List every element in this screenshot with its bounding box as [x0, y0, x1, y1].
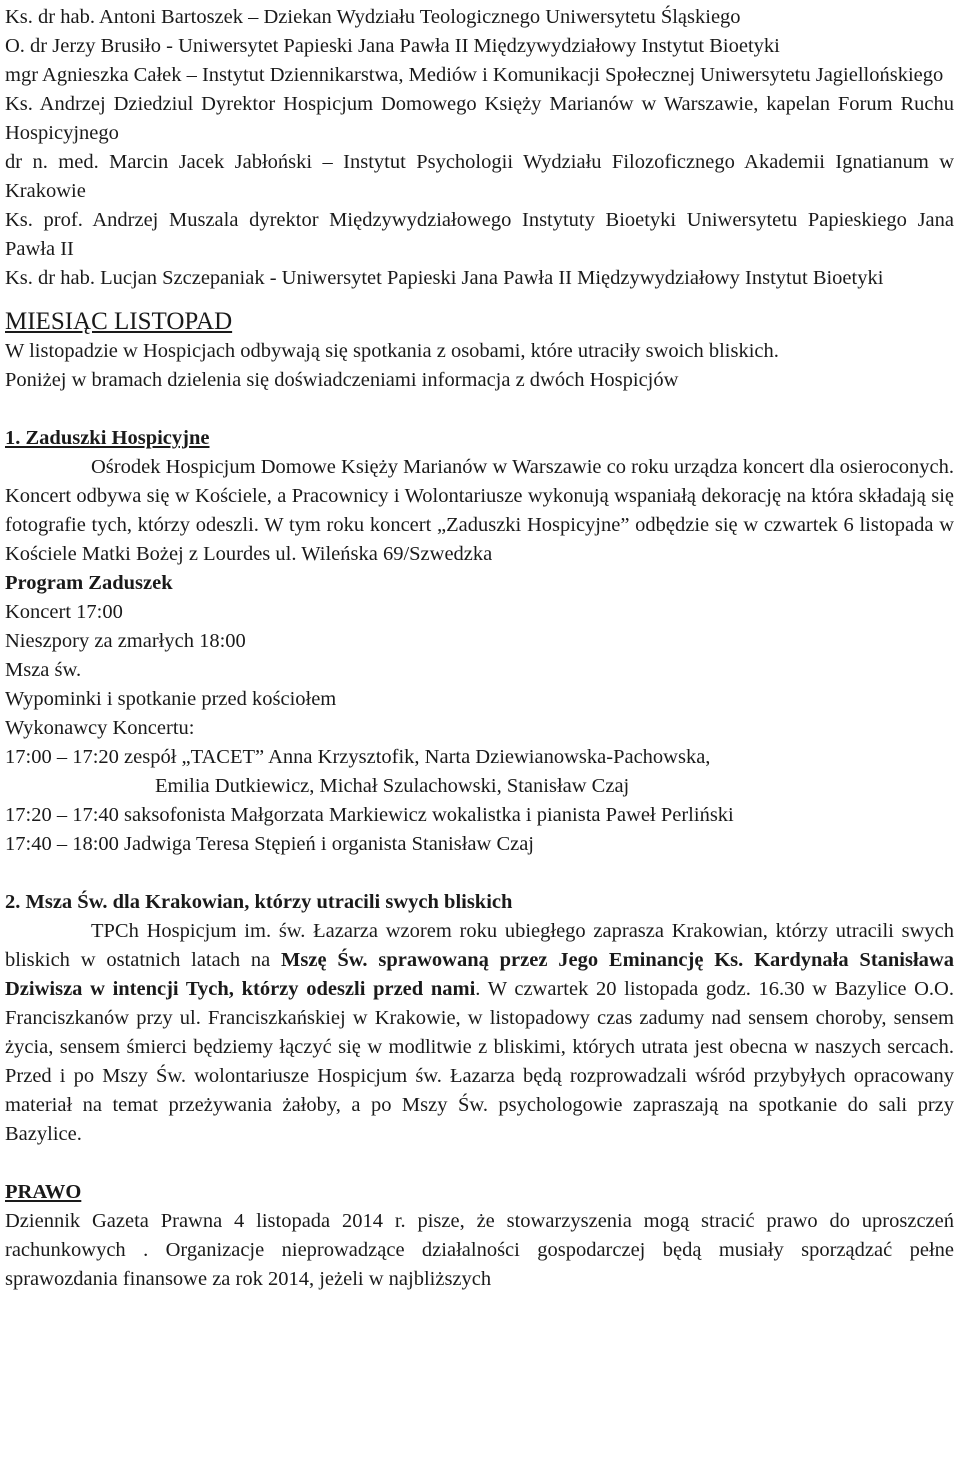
program-item: Wykonawcy Koncertu:	[5, 717, 195, 739]
listopad-heading: MIESIĄC LISTOPAD	[5, 308, 233, 335]
section2-title: 2. Msza Św. dla Krakowian, którzy utracili swych bliskich	[5, 891, 513, 913]
contributors-list	[5, 3, 954, 293]
program-item: Koncert 17:00	[5, 601, 123, 623]
spacer	[5, 1149, 954, 1178]
performer-line: Emilia Dutkiewicz, Michał Szulachowski, Stanisław Czaj	[155, 775, 630, 797]
spacer	[5, 293, 954, 305]
program-item: Wypominki i spotkanie przed kościołem	[5, 688, 337, 710]
contributor-item: Ks. prof. Andrzej Muszala dyrektor Międzywydziałowego Instytuty Bioetyki Uniwersytetu Papieskiego Jana Pawła II	[5, 209, 954, 260]
section2-body-part-b: . W czwartek 20 listopada godz. 16.30 w Bazylice O.O. Franciszkanów przy ul. Franciszkańskiej w Krakowie, w listopadowy czas zadumy nad sensem choroby, sensem życia, sensem śmierci będziemy łączyć się w modlitwie z bliskimi, których utrata jest obecna w naszych sercach. Przed i po Mszy Św. wolontariusze Hospicjum św. Łazarza będą rozprowadzali wśród przybyłych opracowany materiał na temat przeżywania żałoby, a po Mszy Św. psychologowie zapraszają na spotkanie do sali przy Bazylice.	[5, 978, 954, 1145]
spacer	[5, 859, 954, 888]
prawo-heading: PRAWO	[5, 1181, 82, 1203]
contributor-item: dr n. med. Marcin Jacek Jabłoński – Instytut Psychologii Wydziału Filozoficznego Akademii Ignatianum w Krakowie	[5, 151, 954, 202]
section1-title: 1. Zaduszki Hospicyjne	[5, 427, 210, 449]
prawo-body: Dziennik Gazeta Prawna 4 listopada 2014 r. pisze, że stowarzyszenia mogą stracić prawo do uproszczeń rachunkowych . Organizacje nieprowadzące działalności gospodarczej będą musiały sporządzać pełne sprawozdania finansowe za rok 2014, jeżeli w najbliższych	[5, 1210, 954, 1290]
contributor-item: mgr Agnieszka Całek – Instytut Dziennikarstwa, Mediów i Komunikacji Społecznej Uniwersytetu Jagiellońskiego	[5, 64, 944, 86]
contributor-item: Ks. dr hab. Lucjan Szczepaniak - Uniwersytet Papieski Jana Pawła II Międzywydziałowy Instytut Bioetyki	[5, 267, 884, 289]
performer-line: 17:40 – 18:00 Jadwiga Teresa Stępień i organista Stanisław Czaj	[5, 833, 535, 855]
program-item: Msza św.	[5, 659, 82, 681]
section2-body-part-a: TPCh Hospicjum im. św. Łazarza wzorem roku ubiegłego zaprasza Krakowian, którzy utracili swych bliskich w ostatnich latach na	[5, 920, 954, 971]
program-title: Program Zaduszek	[5, 572, 173, 594]
spacer	[5, 395, 954, 424]
performer-line: 17:00 – 17:20 zespół „TACET” Anna Krzysztofik, Narta Dziewianowska-Pachowska,	[5, 746, 711, 768]
section2-body-bold: Mszę Św. sprawowaną przez Jego Eminancję Ks. Kardynała Stanisława Dziwisza w intencji Tych, którzy odeszli przed nami	[5, 949, 954, 1000]
listopad-line-1: W listopadzie w Hospicjach odbywają się spotkania z osobami, które utraciły swoich bliskich.	[5, 340, 779, 362]
section1-body: Ośrodek Hospicjum Domowe Księży Marianów w Warszawie co roku urządza koncert dla osieroconych. Koncert odbywa się w Kościele, a Pracownicy i Wolontariusze wykonują wspaniałą dekorację na która składają się fotografie tych, którzy odeszli. W tym roku koncert „Zaduszki Hospicyjne” odbędzie się w czwartek 6 listopada w Kościele Matki Bożej z Lourdes ul. Wileńska 69/Szwedzka	[5, 456, 954, 565]
listopad-line-2: Poniżej w bramach dzielenia się doświadczeniami informacja z dwóch Hospicjów	[5, 369, 679, 391]
contributor-item: Ks. dr hab. Antoni Bartoszek – Dziekan Wydziału Teologicznego Uniwersytetu Śląskiego	[5, 6, 741, 28]
performer-line: 17:20 – 17:40 saksofonista Małgorzata Markiewicz wokalistka i pianista Paweł Perliński	[5, 804, 734, 826]
section2-body	[5, 917, 954, 1149]
contributor-item: Ks. Andrzej Dziedziul Dyrektor Hospicjum Domowego Księży Marianów w Warszawie, kapelan Forum Ruchu Hospicyjnego	[5, 93, 954, 144]
contributor-item: O. dr Jerzy Brusiło - Uniwersytet Papieski Jana Pawła II Międzywydziałowy Instytut Bioetyki	[5, 35, 780, 57]
program-item: Nieszpory za zmarłych 18:00	[5, 630, 246, 652]
